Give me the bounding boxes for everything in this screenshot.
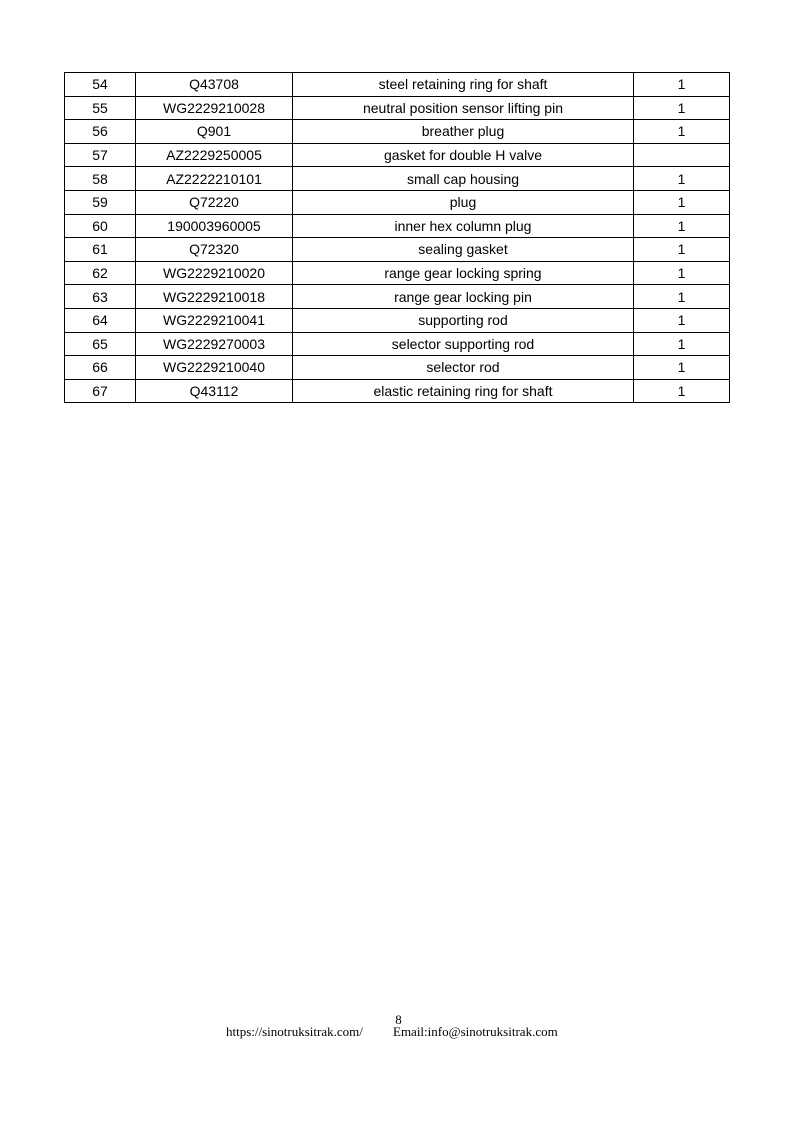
part-code: 190003960005: [136, 214, 293, 238]
table-row: [65, 96, 730, 120]
part-code: WG2229210018: [136, 285, 293, 309]
item-number: 67: [65, 379, 136, 403]
item-number: 62: [65, 261, 136, 285]
item-number: 54: [65, 73, 136, 97]
item-number: 59: [65, 190, 136, 214]
item-number: 58: [65, 167, 136, 191]
item-number: 64: [65, 308, 136, 332]
table-row: [65, 190, 730, 214]
table-row: [65, 120, 730, 144]
part-description: selector supporting rod: [293, 332, 634, 356]
part-description: range gear locking spring: [293, 261, 634, 285]
part-code: WG2229270003: [136, 332, 293, 356]
parts-table: [64, 72, 730, 403]
table-row: [65, 332, 730, 356]
item-number: 55: [65, 96, 136, 120]
part-code: WG2229210020: [136, 261, 293, 285]
part-code: AZ2229250005: [136, 143, 293, 167]
table-row: [65, 379, 730, 403]
item-number: 66: [65, 356, 136, 380]
part-quantity: [634, 143, 730, 167]
item-number: 57: [65, 143, 136, 167]
table-row: [65, 73, 730, 97]
table-row: [65, 238, 730, 262]
part-description: elastic retaining ring for shaft: [293, 379, 634, 403]
part-code: WG2229210041: [136, 308, 293, 332]
part-code: Q72220: [136, 190, 293, 214]
table-row: [65, 285, 730, 309]
table-row: [65, 356, 730, 380]
part-quantity: 1: [634, 308, 730, 332]
part-description: selector rod: [293, 356, 634, 380]
part-code: Q72320: [136, 238, 293, 262]
part-description: neutral position sensor lifting pin: [293, 96, 634, 120]
part-description: sealing gasket: [293, 238, 634, 262]
part-quantity: 1: [634, 190, 730, 214]
item-number: 56: [65, 120, 136, 144]
part-quantity: 1: [634, 332, 730, 356]
part-code: WG2229210040: [136, 356, 293, 380]
part-quantity: 1: [634, 238, 730, 262]
table-row: [65, 308, 730, 332]
part-quantity: 1: [634, 120, 730, 144]
part-description: gasket for double H valve: [293, 143, 634, 167]
item-number: 60: [65, 214, 136, 238]
part-quantity: 1: [634, 214, 730, 238]
table-row: [65, 143, 730, 167]
item-number: 63: [65, 285, 136, 309]
part-description: range gear locking pin: [293, 285, 634, 309]
part-description: supporting rod: [293, 308, 634, 332]
part-code: Q901: [136, 120, 293, 144]
part-quantity: 1: [634, 261, 730, 285]
part-description: small cap housing: [293, 167, 634, 191]
part-description: breather plug: [293, 120, 634, 144]
part-description: plug: [293, 190, 634, 214]
part-quantity: 1: [634, 285, 730, 309]
item-number: 65: [65, 332, 136, 356]
part-code: Q43112: [136, 379, 293, 403]
footer-website-link[interactable]: https://sinotruksitrak.com/: [226, 1024, 363, 1039]
footer-email-link[interactable]: Email:info@sinotruksitrak.com: [393, 1024, 558, 1039]
part-code: Q43708: [136, 73, 293, 97]
table-row: [65, 167, 730, 191]
table-row: [65, 261, 730, 285]
part-description: inner hex column plug: [293, 214, 634, 238]
part-quantity: 1: [634, 167, 730, 191]
part-quantity: 1: [634, 379, 730, 403]
page-number: 8: [395, 1012, 402, 1027]
part-quantity: 1: [634, 356, 730, 380]
part-quantity: 1: [634, 73, 730, 97]
part-code: WG2229210028: [136, 96, 293, 120]
part-quantity: 1: [634, 96, 730, 120]
table-row: [65, 214, 730, 238]
part-code: AZ2222210101: [136, 167, 293, 191]
item-number: 61: [65, 238, 136, 262]
part-description: steel retaining ring for shaft: [293, 73, 634, 97]
